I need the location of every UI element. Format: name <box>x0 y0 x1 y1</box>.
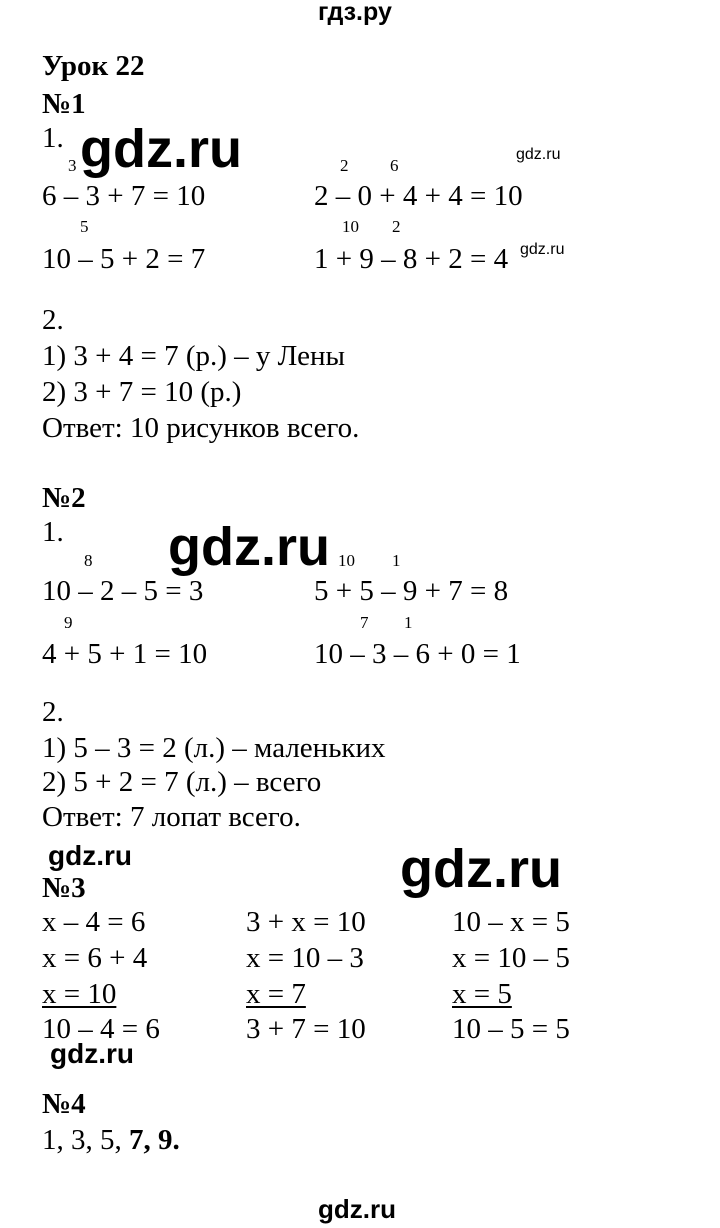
task1-number: №1 <box>42 88 86 120</box>
task4-number: №4 <box>42 1088 86 1120</box>
task3-col2-eq: 3 + x = 10 <box>246 906 366 938</box>
task3-col2-check: 3 + 7 = 10 <box>246 1013 366 1045</box>
task2-r2-right-expr: 10 – 3 – 6 + 0 = 1 <box>314 638 521 670</box>
watermark: gdz.ru <box>50 1038 134 1069</box>
task3-col1-result: x = 10 <box>42 978 117 1010</box>
task3-col3-step: x = 10 – 5 <box>452 942 570 974</box>
task4-answer: 7, 9. <box>129 1124 180 1156</box>
task3-col3-result: x = 5 <box>452 978 512 1010</box>
task3-col3-eq: 10 – x = 5 <box>452 906 570 938</box>
watermark: gdz.ru <box>168 517 330 577</box>
task1-r2-right-sup1: 10 <box>342 217 359 236</box>
task2-step1: 1) 5 – 3 = 2 (л.) – маленьких <box>42 732 386 764</box>
task1-r2-left-expr: 10 – 5 + 2 = 7 <box>42 243 206 275</box>
task1-r2-right-sup2: 2 <box>392 217 401 236</box>
task2-step2: 2) 5 + 2 = 7 (л.) – всего <box>42 766 322 798</box>
task2-part1-label: 1. <box>42 516 64 548</box>
task2-r1-left-sup: 8 <box>84 551 93 570</box>
task3-col3-check: 10 – 5 = 5 <box>452 1013 570 1045</box>
watermark: gdz.ru <box>318 1194 396 1224</box>
task4-sequence <box>42 1126 180 1155</box>
task1-r1-right-sup1: 2 <box>340 156 349 175</box>
task1-part2-label: 2. <box>42 304 64 336</box>
task3-col1-step: x = 6 + 4 <box>42 942 148 974</box>
task2-r2-right-sup1: 7 <box>360 613 369 632</box>
task3-col1-eq: x – 4 = 6 <box>42 906 146 938</box>
task1-answer: Ответ: 10 рисунков всего. <box>42 412 360 444</box>
task2-r2-right-sup2: 1 <box>404 613 413 632</box>
task1-r1-right-expr: 2 – 0 + 4 + 4 = 10 <box>314 180 523 212</box>
task2-part2-label: 2. <box>42 696 64 728</box>
task2-r2-left-expr: 4 + 5 + 1 = 10 <box>42 638 208 670</box>
task1-r1-right-sup2: 6 <box>390 156 399 175</box>
task2-r1-right-sup1: 10 <box>338 551 355 570</box>
task1-r2-left-sup: 5 <box>80 217 89 236</box>
task4-given: 1, 3, 5, <box>42 1124 129 1156</box>
lesson-title: Урок 22 <box>42 50 145 82</box>
task1-r1-left-sup: 3 <box>68 156 77 175</box>
task1-step1: 1) 3 + 4 = 7 (р.) – у Лены <box>42 340 346 372</box>
task2-r1-right-sup2: 1 <box>392 551 401 570</box>
task2-r1-left-expr: 10 – 2 – 5 = 3 <box>42 575 204 607</box>
task2-number: №2 <box>42 482 86 514</box>
task2-answer: Ответ: 7 лопат всего. <box>42 801 301 833</box>
task3-col1-check: 10 – 4 = 6 <box>42 1013 160 1045</box>
site-header: гдз.ру <box>318 0 392 26</box>
task1-part1-label: 1. <box>42 122 64 154</box>
task2-r2-left-sup: 9 <box>64 613 73 632</box>
task1-r2-right-expr: 1 + 9 – 8 + 2 = 4 <box>314 243 509 275</box>
task3-col2-result: x = 7 <box>246 978 306 1010</box>
watermark: gdz.ru <box>520 241 565 258</box>
task1-step2: 2) 3 + 7 = 10 (р.) <box>42 376 242 408</box>
task3-number: №3 <box>42 872 86 904</box>
watermark: gdz.ru <box>48 840 132 871</box>
watermark: gdz.ru <box>80 119 242 179</box>
watermark: gdz.ru <box>516 146 561 163</box>
watermark: gdz.ru <box>400 839 562 899</box>
task2-r1-right-expr: 5 + 5 – 9 + 7 = 8 <box>314 575 509 607</box>
task3-col2-step: x = 10 – 3 <box>246 942 364 974</box>
task1-r1-left-expr: 6 – 3 + 7 = 10 <box>42 180 206 212</box>
